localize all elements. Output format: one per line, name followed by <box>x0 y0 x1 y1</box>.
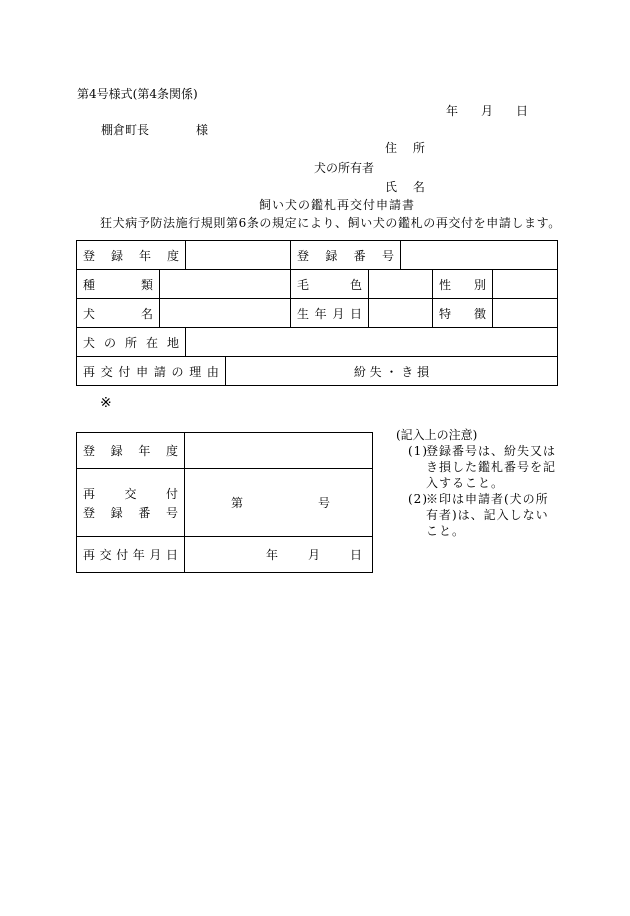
office-reg-year-value[interactable] <box>185 433 373 469</box>
date-day-label: 日 <box>516 104 529 118</box>
reg-number-header <box>291 241 401 270</box>
reissue-date-label: 再 交 付 年 月 日 <box>83 548 178 562</box>
office-reg-year-label: 登 録 年 度 <box>83 444 178 458</box>
name-label: 氏 名 <box>385 180 431 194</box>
office-use-table <box>76 432 373 573</box>
note-text-1: 登録番号は、紛失又はき損した鑑札番号を記入すること。 <box>426 444 557 490</box>
reissue-year: 年 <box>265 548 278 562</box>
reissue-month: 月 <box>307 548 320 562</box>
reissue-date-line <box>191 546 366 563</box>
features-header <box>433 299 493 328</box>
breed-value[interactable] <box>160 270 291 299</box>
reissue-label-line1: 再 交 付 <box>83 486 178 501</box>
reissue-date-header <box>77 537 185 573</box>
office-reg-year-header <box>77 433 185 469</box>
reissue-number-value[interactable] <box>185 469 373 537</box>
reg-number-value[interactable] <box>401 241 558 270</box>
number-prefix: 第 <box>231 496 244 510</box>
document-title: 飼い犬の鑑札再交付申請書 <box>259 198 416 212</box>
date-year-label: 年 <box>446 104 459 118</box>
reissue-day: 日 <box>349 548 362 562</box>
dog-name-label: 犬 名 <box>83 306 153 321</box>
reason-header <box>77 357 226 386</box>
reg-year-value[interactable] <box>186 241 291 270</box>
dog-info-table <box>76 240 558 386</box>
dog-name-value[interactable] <box>160 299 291 328</box>
addressee: 棚倉町長 <box>101 123 150 137</box>
sex-label: 性 別 <box>439 277 486 292</box>
address-label: 住 所 <box>385 141 431 155</box>
breed-header <box>77 270 160 299</box>
reason-label: 再 交 付 申 請 の 理 由 <box>83 364 219 379</box>
reissue-number-line <box>191 494 366 511</box>
reg-year-header <box>77 241 186 270</box>
reissue-label-line2: 登 録 番 号 <box>83 505 178 520</box>
features-label: 特 徴 <box>439 306 486 321</box>
number-suffix: 号 <box>317 496 330 510</box>
note-item-1 <box>396 443 561 491</box>
sex-value[interactable] <box>493 270 558 299</box>
location-value[interactable] <box>186 328 558 357</box>
birth-date-label: 生 年 月 日 <box>297 306 362 321</box>
reg-number-label: 登 録 番 号 <box>297 248 394 263</box>
breed-label: 種 類 <box>83 277 153 292</box>
note-number-2: (2) <box>408 492 428 506</box>
features-value[interactable] <box>493 299 558 328</box>
location-header <box>77 328 186 357</box>
note-number-1: (1) <box>408 444 428 458</box>
note-item-2 <box>396 491 561 539</box>
dog-name-header <box>77 299 160 328</box>
coat-color-label: 毛 色 <box>297 277 362 292</box>
birth-date-header <box>291 299 369 328</box>
office-use-mark: ※ <box>100 395 112 411</box>
sex-header <box>433 270 493 299</box>
location-label: 犬 の 所 在 地 <box>83 335 179 350</box>
reissue-number-header <box>77 469 185 537</box>
coat-color-header <box>291 270 369 299</box>
coat-color-value[interactable] <box>369 270 433 299</box>
reason-value[interactable]: 紛 失 ・ き 損 <box>226 357 558 386</box>
application-statement: 狂犬病予防法施行規則第6条の規定により、飼い犬の鑑札の再交付を申請します。 <box>100 216 561 230</box>
birth-date-value[interactable] <box>369 299 433 328</box>
reg-year-label: 登 録 年 度 <box>83 248 179 263</box>
entry-notes <box>396 427 561 539</box>
note-text-2: ※印は申請者(犬の所有者)は、記入しないこと。 <box>426 492 549 538</box>
owner-label: 犬の所有者 <box>314 161 375 175</box>
honorific: 様 <box>196 123 209 137</box>
notes-heading: (記入上の注意) <box>396 428 478 442</box>
reissue-date-value[interactable] <box>185 537 373 573</box>
date-month-label: 月 <box>481 104 494 118</box>
form-number: 第4号様式(第4条関係) <box>77 87 198 101</box>
